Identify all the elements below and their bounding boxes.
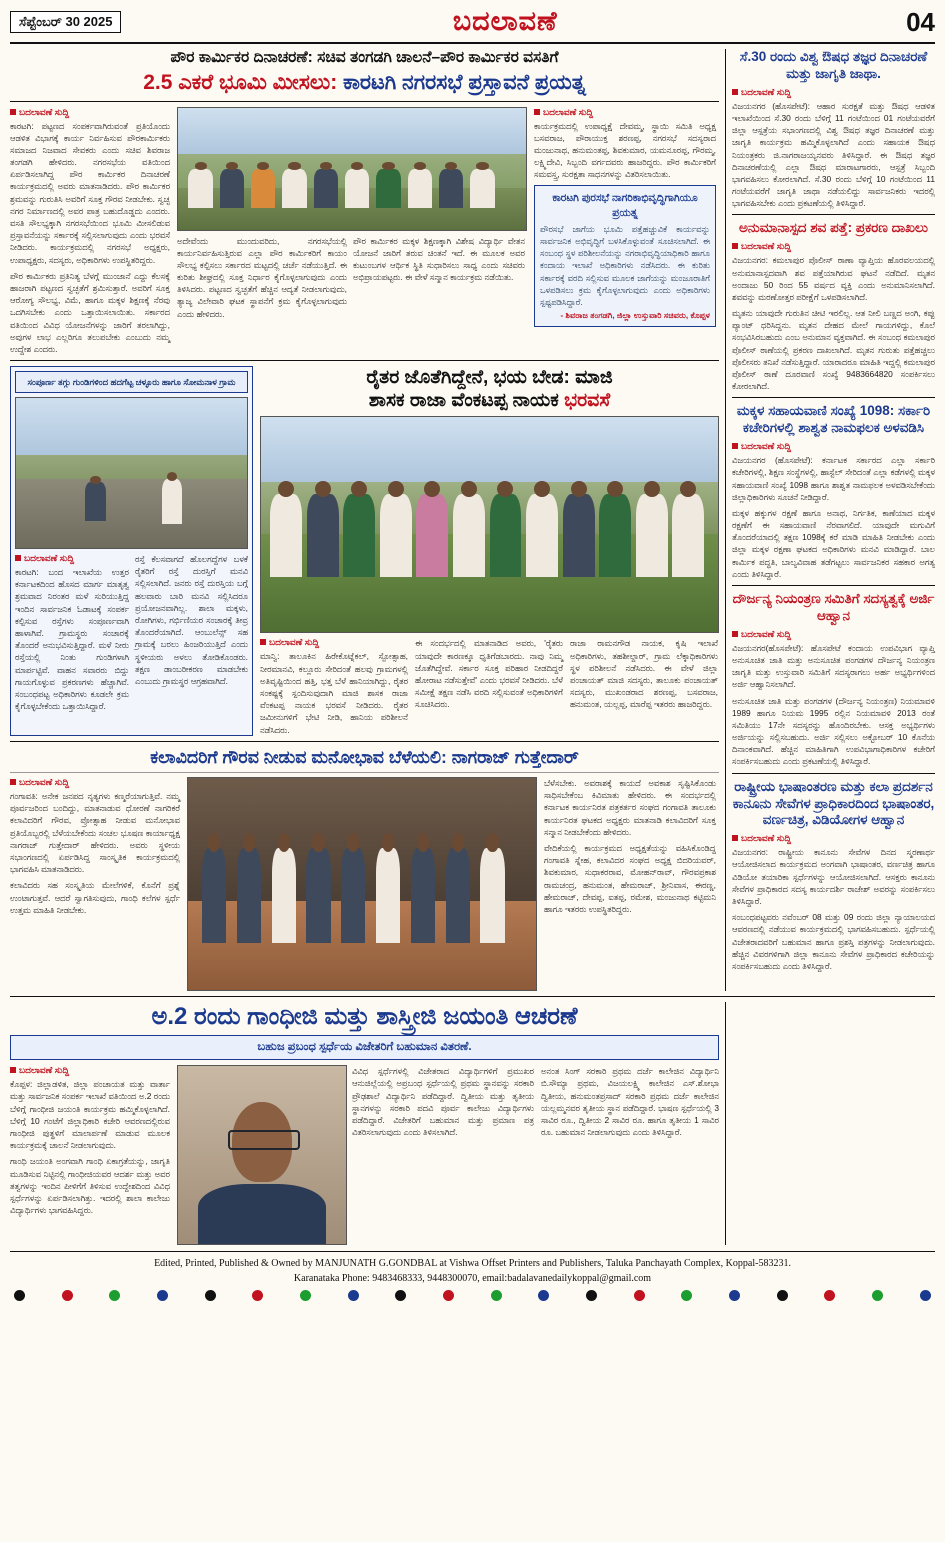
reg-dot [920,1290,931,1301]
footer-line-1: Edited, Printed, Published & Owned by MANJUNATH G.GONDBAL at Vishwa Offset Printers and Publishers, Taluka Panchayath Complex, Koppal-583231. [154,1258,791,1270]
rail-body-3: ವಿಜಯನಗರ(ಹೊಸಪೇಟೆ): ಹೊಸಪೇಟೆ ಕಂದಾಯ ಉಪವಿಭಾಗ ವ್ಯಾಪ್ತಿ ಅನುಸೂಚಿತ ಜಾತಿ ಮತ್ತು ಅನುಸೂಚಿತ ಪಂಗಡಗಳ ದೌರ್ಜನ್ಯ ನಿಯಂತ್ರಣ ಜಾಗೃತಿ ಮತ್ತು ಉಸ್ತುವಾರಿ ಸಮಿತಿಗೆ ಸದಸ್ಯರಾಗಲು ಅರ್ಹ ಅಭ್ಯರ್ಥಿಗಳಿಂದ ಅರ್ಜಿ ಆಹ್ವಾನಿಸಲಾಗಿದೆ. [732,642,935,690]
page-number: 04 [906,6,935,37]
farmers-photo [260,416,719,633]
rail-body-4: ವಿಜಯನಗರ: ರಾಷ್ಟ್ರೀಯ ಕಾನೂನು ಸೇವೆಗಳ ದಿನದ ಸ್ಮರಣಾರ್ಥ ಆಯೋಜಿಸಲಾದ ಕಾರ್ಯಕ್ರಮದ ಅಂಗವಾಗಿ ಭಾಷಾಂತರ, ವರ್ಣಚಿತ್ರ ಹಾಗೂ ವಿಡಿಯೋ ತಯಾರಿಕಾ ಸ್ಪರ್ಧೆಗಳನ್ನು ಆಯೋಜಿಸಲಾಗಿದೆ. ಆಸಕ್ತರು ಕಾನೂನು ಸೇವೆಗಳ ಪ್ರಾಧಿಕಾರದ ಸದಸ್ಯ ಕಾರ್ಯದರ್ಶಿ ರಾಜೇಶ್ ಅವರನ್ನು ಸಂಪರ್ಕಿಸಲು ತಿಳಿಸಿದ್ದಾರೆ. [732,847,935,906]
reg-dot [395,1290,406,1301]
info-box [534,185,716,327]
rail-body-2b: ಮಕ್ಕಳ ಹಕ್ಕುಗಳ ರಕ್ಷಣೆ ಹಾಗೂ ಅನಾಥ, ನಿರ್ಗತಿಕ, ಕಾಣೆಯಾದ ಮಕ್ಕಳ ರಕ್ಷಣೆಗೆ ಈ ಸಹಾಯವಾಣಿ ನೆರವಾಗಲಿದೆ. ಯಾವುದೇ ಮಗುವಿಗೆ ತೊಂದರೆಯಾದಲ್ಲಿ ತಕ್ಷಣ 1098ಕ್ಕೆ ಕರೆ ಮಾಡಿ ಮಾಹಿತಿ ನೀಡಬೇಕು ಎಂದು ಜಿಲ್ಲಾ ಮಕ್ಕಳ ರಕ್ಷಣಾ ಘಟಕದ ಅಧಿಕಾರಿಗಳು ಮನವಿ ಮಾಡಿದ್ದಾರೆ. ಬಾಲ ಕಾರ್ಮಿಕ ಪದ್ಧತಿ, ಬಾಲ್ಯವಿವಾಹ ತಡೆಗಟ್ಟಲು ಸಾರ್ವಜನಿಕರ ಸಹಕಾರ ಅಗತ್ಯ ಎಂದು ತಿಳಿಸಿದ್ದಾರೆ. [732,507,935,579]
lead-story [10,49,719,355]
info-box-content: ಪೌರಸಭೆ ಜಾಗೆಯ ಭೂಮಿ ಪತ್ತೆಹಚ್ಚುವಿಕೆ ಕಾರ್ಯವನ್ನು ಸಾರ್ವಜನಿಕ ಅಭಿವೃದ್ಧಿಗೆ ಬಳಸಿಕೊಳ್ಳುವಂತೆ ಸೂಚಿಸಲಾಗಿದೆ. ಈ ಸಂಬಂಧ ಸ್ಥಳ ಪರಿಶೀಲನೆಯನ್ನು ನಗರಾಭಿವೃದ್ಧಿಯಾಧಿಕಾರಿ ಹಾಗೂ ಕಂದಾಯ ಇಲಾಖೆ ಅಧಿಕಾರಿಗಳು ನಡೆಸಿದರು. ಈ ಕುರಿತು ಸರ್ಕಾರಕ್ಕೆ ವರದಿ ಸಲ್ಲಿಸುವ ಮೂಲಕ ಜಾಗೆಯನ್ನು ಮಂಜೂರಾತಿಗೆ ಒಳಪಡಿಸಲು ಕ್ರಮ ಕೈಗೊಳ್ಳಲಾಗುವುದು ಎಂದು ಅಧಿಕಾರಿಗಳು ಸ್ಪಷ್ಟಪಡಿಸಿದ್ದಾರೆ. [540,223,710,307]
gandhi-ribbon: ಬಹುಜ ಪ್ರಬಂಧ ಸ್ಪರ್ಧೆಯ ವಿಜೇತರಿಗೆ ಬಹುಮಾನ ವಿತರಣೆ. [10,1035,719,1060]
lead-kicker: ಪೌರ ಕಾರ್ಮಿಕರ ದಿನಾಚರಣೆ: ಸಚಿವ ತಂಗಡಗಿ ಚಾಲನೆ–ಪೌರ ಕಾರ್ಮಿಕರ ವಸತಿಗೆ [170,49,559,66]
lead-body-2: ಅದೇವೆಂದು ಮುಂದುವರಿದು, ನಗರಸಭೆಯಲ್ಲಿ ಕಾರ್ಯನಿರ್ವಹಿಸುತ್ತಿರುವ ಎಲ್ಲಾ ಪೌರ ಕಾರ್ಮಿಕರಿಗೆ ಕಾಯಂ ಸೌಲಭ್ಯ ಕಲ್ಪಿಸಲು ಸರ್ಕಾರದ ಮಟ್ಟದಲ್ಲಿ ಚರ್ಚೆ ನಡೆಯುತ್ತಿದೆ. ಈ ಕುರಿತು ಶೀಘ್ರದಲ್ಲಿ ಸೂಕ್ತ ನಿರ್ಧಾರ ಕೈಗೊಳ್ಳಲಾಗುವುದು ಎಂದು ತಿಳಿಸಿದರು. ಪಟ್ಟಣದ ಸ್ವಚ್ಛತೆಗೆ ಹೆಚ್ಚಿನ ಆದ್ಯತೆ ನೀಡಲಾಗುವುದು, ತ್ಯಾಜ್ಯ ವಿಲೇವಾರಿ ಘಟಕ ಸ್ಥಾಪನೆಗೆ ಕ್ರಮ ಕೈಗೊಳ್ಳಲಾಗುವುದು ಎಂದು ಹೇಳಿದರು. [177,235,347,319]
second-band [10,366,719,736]
byline: ಬದಲಾವಣೆ ಸುದ್ದಿ [732,833,935,844]
byline: ಬದಲಾವಣೆ ಸುದ್ದಿ [10,107,170,118]
lead-body-2b: ಪೌರ ಕಾರ್ಮಿಕರ ಮಕ್ಕಳ ಶಿಕ್ಷಣಕ್ಕಾಗಿ ವಿಶೇಷ ವಿದ್ಯಾರ್ಥಿ ವೇತನ ಯೋಜನೆ ಜಾರಿಗೆ ತರುವ ಚಿಂತನೆ ಇದೆ. ಈ ಮೂಲಕ ಅವರ ಕುಟುಂಬಗಳ ಆರ್ಥಿಕ ಸ್ಥಿತಿ ಸುಧಾರಿಸಲು ಸಾಧ್ಯ ಎಂದು ಸಚಿವರು ಅಭಿಪ್ರಾಯಪಟ್ಟರು. ಈ ವೇಳೆ ಸನ್ಮಾನ ಕಾರ್ಯಕ್ರಮ ನಡೆಯಿತು. [353,235,525,283]
story-road [10,366,253,736]
byline: ಬದಲಾವಣೆ ಸುದ್ದಿ [10,777,180,788]
reg-dot [586,1290,597,1301]
rail-body-3b: ಅನುಸೂಚಿತ ಜಾತಿ ಮತ್ತು ಪಂಗಡಗಳ (ದೌರ್ಜನ್ಯ ನಿಯಂತ್ರಣ) ನಿಯಮಾವಳಿ 1989 ಹಾಗೂ ನಿಯಮ 1995 ರಲ್ಲಿನ ನಿಯಮಾವಳಿ 2013 ರಂತೆ ಸಮಿತಿಯು 17ನೇ ಸದಸ್ಯರನ್ನು ಹೊಂದಿರಬೇಕು. ಆಸಕ್ತ ಅಭ್ಯರ್ಥಿಗಳು ಅರ್ಜಿಯನ್ನು ಸಲ್ಲಿಸಬಹುದು. ಅರ್ಜಿ ಸಲ್ಲಿಸಲು ಅಕ್ಟೋಬರ್ 10 ಕೊನೆಯ ದಿನಾಂಕವಾಗಿದೆ. ಹೆಚ್ಚಿನ ಮಾಹಿತಿಗಾಗಿ ಉಪವಿಭಾಗಾಧಿಕಾರಿಗಳ ಕಚೇರಿಗೆ ಸಂಪರ್ಕಿಸಬಹುದು ಎಂದು ಪ್ರಕಟಣೆಯಲ್ಲಿ ತಿಳಿಸಿದ್ದಾರೆ. [732,695,935,767]
rail-item-0 [732,49,935,209]
rail-body-2: ವಿಜಯನಗರ (ಹೊಸಪೇಟೆ): ಕರ್ನಾಟಕ ಸರ್ಕಾರದ ಎಲ್ಲಾ ಸರ್ಕಾರಿ ಕಚೇರಿಗಳಲ್ಲಿ, ಶಿಕ್ಷಣ ಸಂಸ್ಥೆಗಳಲ್ಲಿ, ಹಾಸ್ಟೆಲ್ ಸೇರಿದಂತೆ ಎಲ್ಲಾ ಕಡೆಗಳಲ್ಲಿ ಮಕ್ಕಳ ಸಹಾಯವಾಣಿ ಸಂಖ್ಯೆ 1098 ಹಾಗೂ ಶಾಶ್ವತ ನಾಮಫಲಕ ಅಳವಡಿಸಬೇಕೆಂದು ಜಿಲ್ಲಾಧಿಕಾರಿಗಳು ಸೂಚನೆ ನೀಡಿದ್ದಾರೆ. [732,455,935,502]
byline: ಬದಲಾವಣೆ ಸುದ್ದಿ [260,637,408,648]
byline: ಬದಲಾವಣೆ ಸುದ್ದಿ [732,87,935,98]
byline: ಬದಲಾವಣೆ ಸುದ್ದಿ [732,441,935,452]
reg-dot [109,1290,120,1301]
story-farmers [260,366,719,736]
lead-body-1: ಕಾರಟಗಿ: ಪಟ್ಟಣದ ಸಂಪರ್ಕವಾಗಿರುವಂತೆ ಪ್ರತಿಯೊಂದು ಆಡಳಿತ ವಿಭಾಗಕ್ಕೆ ಕಾರ್ಯ ನಿರ್ವಹಿಸುವ ಪೌರಕಾರ್ಮಿಕರು ಸಮಾಜದ ನಿಜವಾದ ಸೇವಕರು ಎಂದು ಸಚಿವ ಶಿವರಾಜ ತಂಗಡಗಿ ಹೇಳಿದರು. ನಗರಸಭೆಯ ವತಿಯಿಂದ ಏರ್ಪಡಿಸಲಾಗಿದ್ದ ಪೌರ ಕಾರ್ಮಿಕರ ದಿನಾಚರಣೆ ಕಾರ್ಯಕ್ರಮದಲ್ಲಿ ಅವರು ಮಾತನಾಡಿದರು. ಪೌರ ಕಾರ್ಮಿಕರ ಶ್ರಮವನ್ನು ಗುರುತಿಸಿ ಅವರಿಗೆ ಸೂಕ್ತ ಗೌರವ ನೀಡಬೇಕು. ಸ್ವಚ್ಛ ನಗರ ನಿರ್ಮಾಣದಲ್ಲಿ ಅವರ ಪಾತ್ರ ಬಹುದೊಡ್ಡದು ಎಂದರು. ವಸತಿ ಸೌಲಭ್ಯಕ್ಕಾಗಿ ನಗರಸಭೆಯಿಂದ ಭೂಮಿ ಮೀಸಲಿಡುವ ಪ್ರಸ್ತಾವನೆಯನ್ನು ಸರ್ಕಾರಕ್ಕೆ ಸಲ್ಲಿಸಲಾಗುವುದು ಎಂದು ಭರವಸೆ ನೀಡಿದರು. ಕಾರ್ಯಕ್ರಮದಲ್ಲಿ ನಗರಸಭೆ ಅಧ್ಯಕ್ಷರು, ಉಪಾಧ್ಯಕ್ಷರು, ಸದಸ್ಯರು, ಅಧಿಕಾರಿಗಳು ಉಪಸ್ಥಿತರಿದ್ದರು. [10,120,170,265]
info-box-title: ಕಾರಟಗಿ ಪುರಸಭೆ ನಾಗರಿಕಾಭಿವೃದ್ಧಿಗಾಗಿಯೂ ಪ್ರಯತ್ನ [552,192,698,219]
road-photo [15,397,248,549]
bottom-section [10,1002,935,1245]
artists-body-1: ಗಂಗಾವತಿ: ಅನೇಕ ಜನಪದ ನೃತ್ಯಗಳು ಕಣ್ಮರೆಯಾಗುತ್ತಿವೆ. ನಮ್ಮ ಪೂರ್ವಜರಿಂದ ಬಂದಿದ್ದು, ಮಾತನಾಡುವ ಧೋರಣೆ ನಾಗರಿಕರೆ ಕಲಾವಿದರಿಗೆ ಗೌರವ, ಪ್ರೋತ್ಸಾಹ ನೀಡುವ ಮನೋಭಾವ ಪ್ರತಿಯೊಬ್ಬರಲ್ಲಿ ಬೆಳೆಯಬೇಕೆಂದು ಸಂಚಲ ಭೂಷಣ ಕಾರ್ಯಾಧ್ಯಕ್ಷ ನಾಗರಾಜ್ ಗುತ್ತೇದಾರ್ ಹೇಳಿದರು. ಅವರು ಸ್ಥಳೀಯ ಸಭಾಂಗಣದಲ್ಲಿ ಏರ್ಪಡಿಸಿದ್ದ ಸಾಂಸ್ಕೃತಿಕ ಕಾರ್ಯಕ್ರಮದಲ್ಲಿ ಭಾಗವಹಿಸಿ ಮಾತನಾಡಿದರು. [10,791,180,875]
gandhi-headline: ಅ.2 ರಂದು ಗಾಂಧೀಜಿ ಮತ್ತು ಶಾಸ್ತ್ರೀಜಿ ಜಯಂತಿ ಆಚರಣೆ [151,1003,578,1031]
byline: ಬದಲಾವಣೆ ಸುದ್ದಿ [10,1065,170,1076]
lead-photo [177,107,527,231]
byline: ಬದಲಾವಣೆ ಸುದ್ದಿ [732,241,935,252]
lead-headline-blue: ಕಾರಟಗಿ ನಗರಸಭೆ ಪ್ರಸ್ತಾವನೆ ಪ್ರಯತ್ನ [343,70,586,94]
gandhi-body-1b: ಗಾಂಧಿ ಜಯಂತಿ ಅಂಗವಾಗಿ ಗಾಂಧಿ ಏಕಾಗ್ರತೆಯನ್ನು, ಜಾಗೃತಿ ಮೂಡಿಸುವ ನಿಟ್ಟಿನಲ್ಲಿ ಗಾಂಧೀಜಿಯವರ ಆದರ್ಶ ಮತ್ತು ಅವರ ತತ್ವಗಳನ್ನು ಇಂದಿನ ಪೀಳಿಗೆಗೆ ತಿಳಿಸುವ ಉದ್ದೇಶದಿಂದ ವಿವಿಧ ಸ್ಪರ್ಧೆಗಳನ್ನು ಏರ್ಪಡಿಸಲಾಗಿತ್ತು. ಇದರಲ್ಲಿ ಶಾಲಾ ಕಾಲೇಜು ವಿದ್ಯಾರ್ಥಿಗಳು ಭಾಗವಹಿಸಿದ್ದರು. [10,1156,170,1216]
info-box-source: - ಶಿವರಾಜ ತಂಗಡಗಿ, ಜಿಲ್ಲಾ ಉಸ್ತುವಾರಿ ಸಚಿವರು, ಕೊಪ್ಪಳ [560,311,710,321]
reg-dot [157,1290,168,1301]
reg-dot [538,1290,549,1301]
lead-col-1 [10,107,170,356]
lead-headline-red: 2.5 ಎಕರೆ ಭೂಮಿ ಮೀಸಲು: [143,70,338,94]
gandhi-body-1: ಕೊಪ್ಪಳ: ಜಿಲ್ಲಾಡಳಿತ, ಜಿಲ್ಲಾ ಪಂಚಾಯತ ಮತ್ತು ವಾರ್ತಾ ಮತ್ತು ಸಾರ್ವಜನಿಕ ಸಂಪರ್ಕ ಇಲಾಖೆ ವತಿಯಿಂದ ಅ.2 ರಂದು ಬೆಳಿಗ್ಗೆ ಗಾಂಧೀಜಿ ಜಯಂತಿ ಕಾರ್ಯಕ್ರಮ ಹಮ್ಮಿಕೊಳ್ಳಲಾಗಿದೆ. ಬೆಳಿಗ್ಗೆ 10 ಗಂಟೆಗೆ ಜಿಲ್ಲಾಧಿಕಾರಿ ಕಚೇರಿ ಆವರಣದಲ್ಲಿರುವ ಗಾಂಧೀಜಿ ಪುತ್ಥಳಿಗೆ ಮಾಲಾರ್ಪಣೆ ಮಾಡುವ ಮೂಲಕ ಕಾರ್ಯಕ್ರಮಕ್ಕೆ ಚಾಲನೆ ನೀಡಲಾಗುವುದು. [10,1079,170,1151]
reg-dot [491,1290,502,1301]
lead-headline [10,70,719,96]
masthead [10,6,935,44]
rail-heading-2: ಮಕ್ಕಳ ಸಹಾಯವಾಣಿ ಸಂಖ್ಯೆ 1098: ಸರ್ಕಾರಿ ಕಚೇರಿಗಳಲ್ಲಿ ಶಾಶ್ವತ ನಾಮಫಲಕ ಅಳವಡಿಸಿ [736,403,931,436]
farmers-headline-red: ಭರವಸೆ [564,390,611,412]
artists-body-2: ಬೆಳೆಸಬೇಕು. ಅವರಾಶಕ್ಕೆ ಕಾಯದೆ ಅವಕಾಶ ಸೃಷ್ಟಿಸಿಕೊಂಡು ಸಾಧಿಸಬೇಕೆಂಬ ಕಿವಿಮಾತು ಹೇಳಿದರು. ಈ ಸಂದರ್ಭದಲ್ಲಿ ಕರ್ನಾಟಕ ಕಾರ್ಯನಿರತ ಪತ್ರಕರ್ತರ ಸಂಘದ ಗಂಗಾವತಿ ತಾಲೂಕು ಕಾರ್ಯನಿರತ ಘಟಕದ ಅಧ್ಯಕ್ಷರು ಮಾತನಾಡಿ ಕಲಾವಿದರಿಗೆ ಸೂಕ್ತ ಸನ್ಮಾನ ನೀಡಬೇಕೆಂದು ಹೇಳಿದರು. [544,778,716,837]
gandhi-portrait-wrap [177,1065,345,1245]
gandhi-col-3 [541,1065,719,1245]
reg-dot [443,1290,454,1301]
road-body-2: ರಸ್ತೆ ಕೆಲಸವಾಗದೆ ಹೊಲಗದ್ದೆಗಳ ಬಳಕೆ ರೈತರಿಗೆ ರಸ್ತೆ ದುರಸ್ತಿಗೆ ಮನವಿ ಸಲ್ಲಿಸಲಾಗಿದೆ. ಜನರು ರಸ್ತೆ ದುರಸ್ತಿಯ ಬಗ್ಗೆ ಹಲವಾರು ಬಾರಿ ಮನವಿ ಸಲ್ಲಿಸಿದರೂ ಪ್ರಯೋಜನವಾಗಿಲ್ಲ. ಶಾಲಾ ಮಕ್ಕಳು, ರೋಗಿಗಳು, ಗರ್ಭಿಣಿಯರ ಸಂಚಾರಕ್ಕೆ ತೀವ್ರ ತೊಂದರೆಯಾಗಿದೆ. ಆಂಬುಲೆನ್ಸ್ ಸಹ ಗ್ರಾಮಕ್ಕೆ ಬರಲು ಹಿಂಜರಿಯುತ್ತಿದೆ ಎಂದು ಸ್ಥಳೀಯರು ಅಳಲು ತೋಡಿಕೊಂಡರು. ತಕ್ಷಣ ಡಾಂಬರೀಕರಣ ಮಾಡಬೇಕು ಎಂಬುದು ಗ್ರಾಮಸ್ಥರ ಆಗ್ರಹವಾಗಿದೆ. [135,554,248,686]
lead-col-3 [534,107,716,356]
road-body-1: ಕಾರಟಗಿ: ಬಂದ ಇಲಾಖೆಯ ಉತ್ತರ ಕರ್ನಾಟಕದಿಂದ ಹೊಸದ ಮಾರ್ಗ ಮಾತೃತ್ವ ಶ್ರಮವಾದ ನಿರಂತರ ಮಳೆ ಸುರಿಯುತ್ತಿದ್ದ ಇಂದಿನ ಸಾರ್ವಜನಿಕ ಓಡಾಟಕ್ಕೆ ಸಂಪರ್ಕ ಕಲ್ಪಿಸುವ ರಸ್ತೆಗಳು ಸಂಪೂರ್ಣವಾಗಿ ಹಾಳಾಗಿವೆ. ಗ್ರಾಮಸ್ಥರು ಸಂಚಾರಕ್ಕೆ ತೊಂದರೆ ಅನುಭವಿಸುತ್ತಿದ್ದಾರೆ. ಮಳೆ ನೀರು ರಸ್ತೆಯಲ್ಲಿ ನಿಂತು ಗುಂಡಿಗಳಾಗಿ ಮಾರ್ಪಟ್ಟಿವೆ. ವಾಹನ ಸವಾರರು ಬಿದ್ದು ಗಾಯಗೊಳ್ಳುವ ಪ್ರಕರಣಗಳು ಹೆಚ್ಚಾಗಿವೆ. ಸಂಬಂಧಪಟ್ಟ ಅಧಿಕಾರಿಗಳು ಕೂಡಲೇ ಕ್ರಮ ಕೈಗೊಳ್ಳಬೇಕೆಂದು ಒತ್ತಾಯಿಸಿದ್ದಾರೆ. [15,567,129,712]
reg-dot [252,1290,263,1301]
rail-item-1 [732,220,935,392]
paper-title: ಬದಲಾವಣೆ [452,6,558,36]
rail-bottom-spacer [725,1002,935,1245]
rail-heading-4: ರಾಷ್ಟ್ರೀಯ ಭಾಷಾಂತರಣ ಮತ್ತು ಕಲಾ ಪ್ರದರ್ಶನ ಕಾನೂನು ಸೇವೆಗಳ ಪ್ರಾಧಿಕಾರದಿಂದ ಭಾಷಾಂತರ, ವರ್ಣಚಿತ್ರ, ವಿಡಿಯೋಗಳ ಆಹ್ವಾನ [732,778,935,828]
artists-body-2b: ವೇದಿಕೆಯಲ್ಲಿ ಕಾರ್ಯಕ್ರಮದ ಅಧ್ಯಕ್ಷತೆಯನ್ನು ವಹಿಸಿಕೊಂಡಿದ್ದ ಗಂಗಾವತಿ ಸ್ನೇಹ, ಕಲಾವಿದರ ಸಂಘದ ಅಧ್ಯಕ್ಷ ಬಿದರಿಯವರ್, ಶಿವಕುಮಾರ, ಸುಧಾಕರರಾವ, ಮೋಹನ್‌ರಾವ್, ಗೌರವಪ್ರಕಾಶ ರಾಮಚಂದ್ರ, ಹನುಮಂತ, ಹೇಮರಾಜ್, ಶ್ರೀನಿವಾಸ, ಈರಣ್ಣ, ಹೇಮರಾಜ್, ದೇವಪ್ಪ, ಐತಪ್ಪ, ರಮೇಶ, ಮಂಜುನಾಥ ಕಟ್ಟಿಮನಿ ಹಾಗೂ ಇತರರು ಉಪಸ್ಥಿತರಿದ್ದರು. [544,843,716,914]
gandhi-body-2: ವಿವಿಧ ಸ್ಪರ್ಧೆಗಳಲ್ಲಿ ವಿಜೇತರಾದ ವಿದ್ಯಾರ್ಥಿಗಳಿಗೆ ಪ್ರಮುಖರ ಆನುಜಿಲ್ಲೆಯಲ್ಲಿ ಅಪ್ರಬಂಧ ಸ್ಪರ್ಧೆಯಲ್ಲಿ ಪ್ರಥಮ ಸ್ಥಾನವನ್ನು ಸರಕಾರಿ ಪ್ರೌಢಶಾಲೆ ವಿದ್ಯಾರ್ಥಿನಿ ಪಡೆದಿದ್ದಾರೆ. ದ್ವಿತೀಯ ಮತ್ತು ತೃತೀಯ ಸ್ಥಾನಗಳನ್ನು ಸರಕಾರಿ ಪದವಿ ಪೂರ್ವ ಕಾಲೇಜು ವಿದ್ಯಾರ್ಥಿಗಳು ಪಡೆದಿದ್ದಾರೆ. ವಿಜೇತರಿಗೆ ಬಹುಮಾನ ಮತ್ತು ಪ್ರಮಾಣ ಪತ್ರ ವಿತರಿಸಲಾಗುವುದು ಎಂದು ತಿಳಿಸಲಾಗಿದೆ. [352,1066,534,1138]
artists-col-1 [10,777,180,991]
lead-body-1b: ಪೌರ ಕಾರ್ಮಿಕರು ಪ್ರತಿನಿತ್ಯ ಬೆಳಗ್ಗೆ ಮುಂಜಾನೆ ಎದ್ದು ಕೆಲಸಕ್ಕೆ ಹಾಜರಾಗಿ ಪಟ್ಟಣದ ಸ್ವಚ್ಛತೆಗೆ ಶ್ರಮಿಸುತ್ತಾರೆ. ಅವರಿಗೆ ಸೂಕ್ತ ಆರೋಗ್ಯ ಸೌಲಭ್ಯ, ವಿಮೆ, ಹಾಗೂ ಮಕ್ಕಳ ಶಿಕ್ಷಣಕ್ಕೆ ನೆರವು ಒದಗಿಸಬೇಕು ಎಂದು ಒತ್ತಾಯಿಸಲಾಯಿತು. ಸರ್ಕಾರದ ವತಿಯಿಂದ ವಿವಿಧ ಯೋಜನೆಗಳನ್ನು ಜಾರಿಗೆ ತರಲಾಗಿದ್ದು, ಅವುಗಳ ಲಾಭ ಎಲ್ಲರಿಗೂ ತಲುಪಬೇಕು ಎಂಬುದು ನಮ್ಮ ಉದ್ದೇಶ ಎಂದರು. [10,270,170,354]
top-section [10,49,935,991]
reg-dot [824,1290,835,1301]
byline: ಬದಲಾವಣೆ ಸುದ್ದಿ [732,629,935,640]
right-rail [725,49,935,991]
main-column [10,49,719,991]
artists-photo-wrap [187,777,537,991]
byline: ಬದಲಾವಣೆ ಸುದ್ದಿ [15,553,129,564]
issue-date: ಸೆಪ್ಟೆಂಬರ್ 30 2025 [10,11,121,33]
story-gandhi [10,1002,719,1245]
rail-body-1b: ಮೃತನು ಯಾವುದೇ ಗುರುತಿನ ಚೀಟಿ ಇರಲಿಲ್ಲ. ಆತ ನೀಲಿ ಬಣ್ಣದ ಅಂಗಿ, ಕಪ್ಪು ಪ್ಯಾಂಟ್ ಧರಿಸಿದ್ದನು. ಮೃತನ ದೇಹದ ಮೇಲೆ ಗಾಯಗಳಿದ್ದು, ಕೊಲೆ ಸಂಭವಿಸಿರಬಹುದು ಎಂಬ ಅನುಮಾನ ವ್ಯಕ್ತವಾಗಿದೆ. ಈ ಸಂಬಂಧ ಕಮಲಾಪುರ ಪೊಲೀಸ್ ಠಾಣೆಯಲ್ಲಿ ಪ್ರಕರಣ ದಾಖಲಾಗಿದೆ. ಮೃತನ ಗುರುತು ಪತ್ತೆಹಚ್ಚಲು ಪೊಲೀಸರು ತನಿಖೆ ನಡೆಸುತ್ತಿದ್ದಾರೆ. ಯಾರಾದರೂ ಮಾಹಿತಿ ಇದ್ದಲ್ಲಿ ಕಮಲಾಪುರ ಪೊಲೀಸ್ ಠಾಣೆ ದೂರವಾಣಿ ಸಂಖ್ಯೆ 9483664820 ಸಂಪರ್ಕಿಸಲು ಕೋರಲಾಗಿದೆ. [732,308,935,392]
reg-dot [729,1290,740,1301]
reg-dot [872,1290,883,1301]
footer [10,1251,935,1286]
road-caption: ಸಂಪೂರ್ಣ ತಗ್ಗು ಗುಂಡಿಗಳಿಂದ ಹದಗೆಟ್ಟ ಚಳ್ಳೂರು ಹಾಗೂ ಸೋಮನಾಳ ಗ್ರಾಮ [15,371,248,393]
registration-dots [10,1290,935,1301]
reg-dot [681,1290,692,1301]
rail-body-0: ವಿಜಯನಗರ (ಹೊಸಪೇಟೆ): ಆಹಾರ ಸುರಕ್ಷತೆ ಮತ್ತು ಔಷಧ ಆಡಳಿತ ಇಲಾಖೆಯಿಂದ ಸೆ.30 ರಂದು ಬೆಳಿಗ್ಗೆ 11 ಗಂಟೆಯಿಂದ 01 ಗಂಟೆಯವರೆಗೆ ಜಿಲ್ಲಾ ಆಸ್ಪತ್ರೆಯ ಸಭಾಂಗಣದಲ್ಲಿ ವಿಶ್ವ ಔಷಧ ತಜ್ಞರ ದಿನಾಚರಣೆ ಮತ್ತು ಜಾಗೃತಿ ಕಾರ್ಯಕ್ರಮ ಹಮ್ಮಿಕೊಳ್ಳಲಾಗಿದೆ ಎಂದು ಸಹಾಯಕ ಔಷಧ ನಿಯಂತ್ರಕರು ಜಿ.ನಾಗರಾಜಯ್ಯನವರು ತಿಳಿಸಿದ್ದಾರೆ. ಈ ಔಷಧ ತಜ್ಞರ ದಿನಾಚರಣೆಯಲ್ಲಿ ಎಲ್ಲಾ ಔಷಧ ಮಾರಾಟಗಾರರು, ಆಸ್ಪತ್ರೆ ಸಿಬ್ಬಂದಿ ಭಾಗವಹಿಸಲು ಕೋರಲಾಗಿದೆ. ಸೆ.30 ರಂದು ಬೆಳಿಗ್ಗೆ 10 ಗಂಟೆಯಿಂದ 11 ಗಂಟೆಯವರೆಗೆ ಜಾಗೃತಿ ಜಾಥಾ ನಡೆಯಲಿದ್ದು ಸಾರ್ವಜನಿಕರು ಇದರಲ್ಲಿ ಭಾಗವಹಿಸಬೇಕು ಎಂದು ಪ್ರಕಟಣೆಯಲ್ಲಿ ತಿಳಿಸಿದ್ದಾರೆ. [732,100,935,209]
gandhi-body-3: ಅನಂತ ಸಿಂಗ್ ಸರಕಾರಿ ಪ್ರಥಮ ದರ್ಜೆ ಕಾಲೇಜಿನ ವಿದ್ಯಾರ್ಥಿನಿ ಬಿ.ಸೌಮ್ಯಾ ಪ್ರಥಮ, ವಿಜಯಲಕ್ಷ್ಮಿ ಕಾಲೇಜಿನ ಎಸ್.ಶೋಭಾ ದ್ವಿತೀಯ, ಹನುಮಂತಪ್ರಸಾದ್ ಸರಕಾರಿ ಪ್ರಥಮ ದರ್ಜೆ ಕಾಲೇಜಿನ ಯಲ್ಲಮ್ಮನವರ ತೃತೀಯ ಸ್ಥಾನ ಪಡೆದಿದ್ದಾರೆ. ಭಾಷಣ ಸ್ಪರ್ಧೆಯಲ್ಲಿ 3 ಸಾವಿರ ರೂ., ದ್ವಿತೀಯ 2 ಸಾವಿರ ರೂ. ಹಾಗೂ ತೃತೀಯ 1 ಸಾವಿರ ರೂ. ಬಹುಮಾನ ನೀಡಲಾಗುವುದು ಎಂದು ತಿಳಿಸಿದ್ದಾರೆ. [541,1066,719,1138]
footer-line-2: Karanataka Phone: 9483468333, 9448300070, email:badalavanedailykoppal@gmail.com [293,1273,652,1285]
reg-dot [14,1290,25,1301]
gandhi-col-1 [10,1065,170,1245]
rail-item-3 [732,591,935,768]
story-artists [10,747,719,991]
lead-body-3: ಕಾರ್ಯಕ್ರಮದಲ್ಲಿ ಉಪಾಧ್ಯಕ್ಷೆ ದೇವಮ್ಮ, ಸ್ಥಾಯಿ ಸಮಿತಿ ಅಧ್ಯಕ್ಷ ಬಸವರಾಜ, ಪೌರಾಯುಕ್ತ ಶರಣಪ್ಪ, ನಗರಸಭೆ ಸದಸ್ಯರಾದ ಮಂಜುನಾಥ, ಹನುಮಂತಪ್ಪ, ಶಿವಕುಮಾರ, ಯಮನೂರಪ್ಪ, ಗೌರಮ್ಮ, ಲಕ್ಷ್ಮಿದೇವಿ, ಸಿಬ್ಬಂದಿ ವರ್ಗದವರು ಹಾಜರಿದ್ದರು. ಪೌರ ಕಾರ್ಮಿಕರಿಗೆ ಸಮವಸ್ತ್ರ, ಸುರಕ್ಷತಾ ಸಾಧನಗಳನ್ನು ವಿತರಿಸಲಾಯಿತು. [534,120,716,180]
artists-photo [187,777,537,991]
rail-heading-1: ಅನುಮಾನಾಸ್ಪದ ಶವ ಪತ್ತೆ: ಪ್ರಕರಣ ದಾಖಲು [739,220,928,236]
rail-body-4b: ಸಂಬಂಧಪಟ್ಟವರು ನವೆಂಬರ್ 08 ಮತ್ತು 09 ರಂದು ಜಿಲ್ಲಾ ನ್ಯಾಯಾಲಯದ ಆವರಣದಲ್ಲಿ ನಡೆಯುವ ಕಾರ್ಯಕ್ರಮದಲ್ಲಿ ಭಾಗವಹಿಸಬಹುದು. ಸ್ಪರ್ಧೆಯಲ್ಲಿ ವಿಜೇತರಾದವರಿಗೆ ಬಹುಮಾನ ಹಾಗೂ ಪ್ರಶಸ್ತಿ ಪತ್ರಗಳನ್ನು ನೀಡಲಾಗುವುದು. ಹೆಚ್ಚಿನ ವಿವರಗಳಿಗಾಗಿ ಜಿಲ್ಲಾ ಕಾನೂನು ಸೇವೆಗಳ ಪ್ರಾಧಿಕಾರದ ಕಚೇರಿಯನ್ನು ಸಂಪರ್ಕಿಸಬಹುದು ಎಂದು ತಿಳಿಸಿದ್ದಾರೆ. [732,912,935,971]
byline: ಬದಲಾವಣೆ ಸುದ್ದಿ [534,107,716,118]
farmers-body-3: ರಾಜಾ ರಾಮನಗೌಡ ನಾಯಕ, ಕೃಷಿ ಇಲಾಖೆ ಅಧಿಕಾರಿಗಳು, ತಹಶೀಲ್ದಾರ್, ಗ್ರಾಮ ಲೆಕ್ಕಾಧಿಕಾರಿಗಳು ಸ್ಥಳ ಪರಿಶೀಲನೆ ನಡೆಸಿದರು. ಈ ವೇಳೆ ಜಿಲ್ಲಾ ಪಂಚಾಯತ್ ಮಾಜಿ ಸದಸ್ಯರು, ತಾಲೂಕು ಪಂಚಾಯತ್ ಸದಸ್ಯರು, ಮುಖಂಡರಾದ ಶರಣಪ್ಪ, ಬಸವರಾಜ, ಹನುಮಂತ, ಯಲ್ಲಪ್ಪ, ಮಾರೆಪ್ಪ ಇತರರು ಹಾಜರಿದ್ದರು. [570,638,718,710]
artists-headline: ಕಲಾವಿದರಿಗೆ ಗೌರವ ನೀಡುವ ಮನೋಭಾವ ಬೆಳೆಯಲಿ: ನಾಗರಾಜ್ ಗುತ್ತೇದಾರ್ [150,746,579,767]
reg-dot [634,1290,645,1301]
lead-col-2 [177,107,527,356]
rail-heading-0: ಸೆ.30 ರಂದು ವಿಶ್ವ ಔಷಧ ತಜ್ಞರ ದಿನಾಚರಣೆ ಮತ್ತು ಜಾಗೃತಿ ಜಾಥಾ. [739,49,928,81]
reg-dot [205,1290,216,1301]
reg-dot [300,1290,311,1301]
rail-body-1: ವಿಜಯನಗರ: ಕಮಲಾಪುರ ಪೊಲೀಸ್ ಠಾಣಾ ವ್ಯಾಪ್ತಿಯ ಹೊರವಲಯದಲ್ಲಿ ಅನುಮಾನಾಸ್ಪದವಾಗಿ ಶವ ಪತ್ತೆಯಾಗಿರುವ ಘಟನೆ ನಡೆದಿದೆ. ಮೃತನ ಅಂದಾಜು 50 ರಿಂದ 55 ವರ್ಷದ ವ್ಯಕ್ತಿ ಎಂದು ಅನುಮಾನಿಸಲಾಗಿದೆ. ಶವವನ್ನು ಮರಣೋತ್ತರ ಪರೀಕ್ಷೆಗೆ ಒಳಪಡಿಸಲಾಗಿದೆ. [732,255,935,302]
winner-portrait [177,1065,347,1245]
farmers-body-1: ಮಾನ್ವಿ: ತಾಲೂಕಿನ ಹಿರೇಕೊಟ್ನೆಕಲ್, ಸ್ಪೋತ್ಸಾಹ, ನೀರಮಾನವಿ, ಕಲ್ಲೂರು ಸೇರಿದಂತೆ ಹಲವು ಗ್ರಾಮಗಳಲ್ಲಿ ಅತಿವೃಷ್ಟಿಯಿಂದ ಹತ್ತಿ, ಭತ್ತ ಬೆಳೆ ಹಾನಿಯಾಗಿದ್ದು, ರೈತರ ಸಂಕಷ್ಟಕ್ಕೆ ಸ್ಪಂದಿಸುವುದಾಗಿ ಮಾಜಿ ಶಾಸಕ ರಾಜಾ ವೆಂಕಟಪ್ಪ ನಾಯಕ ಭರವಸೆ ನೀಡಿದರು. ರೈತರ ಜಮೀನುಗಳಿಗೆ ಭೇಟಿ ನೀಡಿ, ಹಾನಿಯ ಪರಿಶೀಲನೆ ನಡೆಸಿದರು. [260,651,408,735]
reg-dot [348,1290,359,1301]
farmers-body-2: ಈ ಸಂದರ್ಭದಲ್ಲಿ ಮಾತನಾಡಿದ ಅವರು, 'ರೈತರು ಯಾವುದೇ ಕಾರಣಕ್ಕೂ ಧೃತಿಗೆಡಬಾರದು. ನಾವು ನಿಮ್ಮ ಜೊತೆಗಿದ್ದೇವೆ. ಸರ್ಕಾರ ಸೂಕ್ತ ಪರಿಹಾರ ನೀಡದಿದ್ದರೆ ಹೋರಾಟ ನಡೆಸುತ್ತೇವೆ' ಎಂದು ಭರವಸೆ ನೀಡಿದರು. ಬೆಳೆ ಸಮೀಕ್ಷೆ ತಕ್ಷಣ ನಡೆಸಿ ವರದಿ ಸಲ್ಲಿಸುವಂತೆ ಅಧಿಕಾರಿಗಳಿಗೆ ಸೂಚಿಸಿದರು. [415,638,563,710]
reg-dot [62,1290,73,1301]
artists-body-1b: ಕಲಾವಿದರು ಸಹ ಸಂಸ್ಕೃತಿಯ ಮೇಲೆಗಳಿಕೆ, ಕೊನೆಗೆ ಪ್ರಶ್ನೆ ಉಂಟಾಗುತ್ತವೆ. ಆದರೆ ಸ್ವಾಗತಿಸುವುದು, ಗಾಂಧಿ ಕಲೆಗಳ ಸ್ಪರ್ಧೆ ಉತ್ತಮ ಮಾಹಿತಿ ನೀಡಬೇಕು. [10,880,180,915]
reg-dot [777,1290,788,1301]
farmers-headline-1: ರೈತರ ಜೊತೆಗಿದ್ದೇನೆ, ಭಯ ಬೇಡ: ಮಾಜಿ [366,367,613,389]
artists-col-2 [544,777,716,991]
gandhi-col-2 [352,1065,534,1245]
farmers-headline-2: ಶಾಸಕ ರಾಜಾ ವೆಂಕಟಪ್ಪ ನಾಯಕ ಭರವಸೆ [368,390,611,412]
rail-item-2 [732,403,935,580]
rail-item-4 [732,779,935,973]
rail-heading-3: ದೌರ್ಜನ್ಯ ನಿಯಂತ್ರಣ ಸಮಿತಿಗೆ ಸದಸ್ಯತ್ವಕ್ಕೆ ಅರ್ಜಿ ಆಹ್ವಾನ [732,591,935,623]
